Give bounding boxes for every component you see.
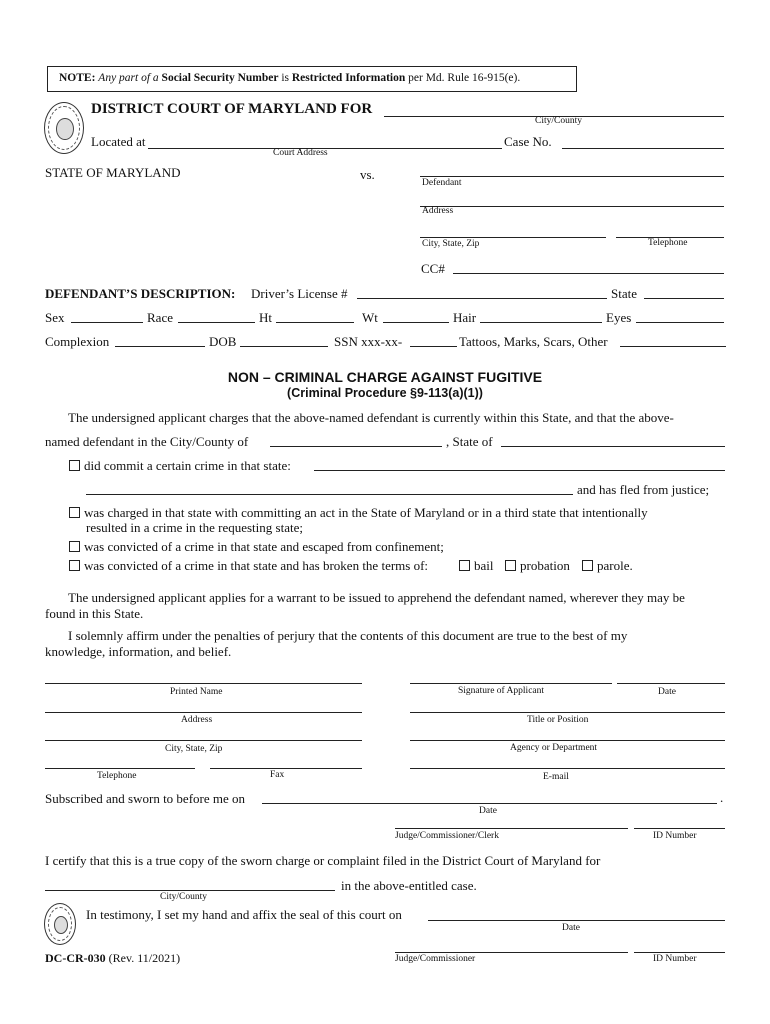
hair-field[interactable] [480,322,602,323]
applicant-city-field[interactable] [45,740,362,741]
ssn-label: SSN xxx-xx- [334,334,403,349]
sworn-judge-field[interactable] [395,828,628,829]
probation-label: probation [520,558,570,573]
height-label: Ht [259,310,272,325]
dob-label: DOB [209,334,237,349]
affirm-paragraph-2: knowledge, information, and belief. [45,644,232,659]
option-broken-terms[interactable] [69,558,428,574]
note-text-1: Any part of a [98,72,159,84]
option-committed-crime-text: did commit a certain crime in that state: [84,458,291,473]
warrant-paragraph-2: found in this State. [45,606,144,621]
defendant-address-field[interactable] [420,206,724,207]
state-of-label: , State of [446,434,493,449]
cc-field[interactable] [453,273,724,274]
dl-state-label: State [611,286,637,301]
tattoos-label: Tattoos, Marks, Scars, Other [459,334,608,349]
note-restricted: Restricted Information [291,72,406,84]
signature-caption: Signature of Applicant [458,686,545,696]
dob-field[interactable] [240,346,328,347]
form-subtitle: (Criminal Procedure §9-113(a)(1)) [287,386,483,400]
sex-label: Sex [45,310,65,325]
option-escaped[interactable] [69,539,444,555]
sworn-text: Subscribed and sworn to before me on [45,791,246,806]
defendant-city-field[interactable] [420,237,606,238]
signature-date-field[interactable] [617,683,725,684]
checkbox-bail[interactable] [459,560,470,571]
signature-field[interactable] [410,683,612,684]
option-probation[interactable] [505,558,570,574]
warrant-paragraph-1: The undersigned applicant applies for a warrant to be issued to apprehend the defendant named, wherever they may be [68,590,685,605]
certify-id-caption: ID Number [653,954,697,964]
applicant-phone-field[interactable] [45,768,195,769]
checkbox-broken-terms[interactable] [69,560,80,571]
complexion-field[interactable] [115,346,205,347]
description-label: DEFENDANT’S DESCRIPTION: [45,286,236,301]
weight-label: Wt [362,310,378,325]
option-charged-text-2: resulted in a crime in the requesting state; [86,520,303,535]
checkbox-committed-crime[interactable] [69,460,80,471]
cc-label: CC# [421,261,445,276]
bail-label: bail [474,558,494,573]
fled-justice-text: and has fled from justice; [577,482,710,497]
telephone-caption-2: Telephone [97,771,137,781]
hair-label: Hair [453,310,477,325]
sex-field[interactable] [71,322,143,323]
certify-judge-caption: Judge/Commissioner [395,954,476,964]
option-charged-text: was charged in that state with committing an act in the State of Maryland or in a third state that intentionally [84,505,648,520]
option-charged[interactable] [69,505,648,521]
parole-label: parole. [597,558,633,573]
note-ssn: Social Security Number [161,72,279,84]
title-caption: Title or Position [527,715,589,725]
option-committed-crime[interactable] [69,458,291,474]
email-caption: E-mail [543,772,569,782]
certify-text: I certify that this is a true copy of the sworn charge or complaint filed in the District Court of Maryland for [45,853,601,868]
dl-state-field[interactable] [644,298,724,299]
address-caption: Address [422,206,454,216]
sworn-date-field[interactable] [262,803,717,804]
case-no-label: Case No. [504,134,552,149]
charge-paragraph-1: The undersigned applicant charges that the above-named defendant is currently within this State, and that the above- [68,410,674,425]
form-title: NON – CRIMINAL CHARGE AGAINST FUGITIVE [227,369,543,385]
affirm-paragraph-1: I solemnly affirm under the penalties of perjury that the contents of this document are true to the best of my [68,628,628,643]
agency-caption: Agency or Department [510,743,598,753]
note-label: NOTE: [59,72,96,84]
note-text-3: per Md. Rule 16-915(e). [408,72,521,84]
applicant-city-caption: City, State, Zip [165,744,223,754]
crime-description-field[interactable] [314,470,725,471]
sworn-id-field[interactable] [634,828,725,829]
testimony-date-field[interactable] [428,920,725,921]
testimony-text: In testimony, I set my hand and affix the seal of this court on [86,907,402,922]
ssn-field[interactable] [410,346,457,347]
certify-id-field[interactable] [634,952,725,953]
checkbox-escaped[interactable] [69,541,80,552]
testimony-date-caption: Date [562,923,580,933]
sworn-period: . [720,790,724,805]
option-escaped-text: was convicted of a crime in that state and escaped from confinement; [84,539,444,554]
race-label: Race [147,310,173,325]
case-no-field[interactable] [562,148,724,149]
email-field[interactable] [410,768,725,769]
defendant-field[interactable] [420,176,724,177]
certify-judge-field[interactable] [395,952,628,953]
fax-caption: Fax [270,770,285,780]
form-id [45,951,180,966]
court-seal-icon-bottom [44,903,76,945]
state-of-maryland: STATE OF MARYLAND [45,165,181,180]
eyes-label: Eyes [606,310,632,325]
restricted-info-note [47,66,577,92]
complexion-label: Complexion [45,334,110,349]
agency-field[interactable] [410,740,725,741]
checkbox-parole[interactable] [582,560,593,571]
race-field[interactable] [178,322,255,323]
court-heading: DISTRICT COURT OF MARYLAND FOR [91,101,373,117]
defendant-city-county-field[interactable] [270,446,442,447]
sworn-judge-caption: Judge/Commissioner/Clerk [395,831,499,841]
entitled-text: in the above-entitled case. [341,878,477,893]
city-county-caption: City/County [535,116,582,126]
form-number: DC-CR-030 [45,951,106,965]
city-state-zip-caption: City, State, Zip [422,239,480,249]
option-parole[interactable] [582,558,633,574]
weight-field[interactable] [383,322,449,323]
located-at-label: Located at [91,134,146,149]
certify-city-county-field[interactable] [45,890,335,891]
tattoos-field[interactable] [620,346,726,347]
option-broken-terms-text: was convicted of a crime in that state and has broken the terms of: [84,558,429,573]
drivers-license-field[interactable] [357,298,607,299]
eyes-field[interactable] [636,322,724,323]
height-field[interactable] [276,322,354,323]
vs-label: vs. [360,167,375,182]
applicant-address-caption: Address [181,715,213,725]
applicant-fax-field[interactable] [210,768,362,769]
printed-name-field[interactable] [45,683,362,684]
sworn-date-caption: Date [479,806,497,816]
checkbox-charged[interactable] [69,507,80,518]
option-bail[interactable] [459,558,494,574]
drivers-license-label: Driver’s License # [251,286,348,301]
checkbox-probation[interactable] [505,560,516,571]
signature-date-caption: Date [658,687,676,697]
form-revision: (Rev. 11/2021) [108,951,181,965]
certify-city-county-caption: City/County [160,892,207,902]
sworn-id-caption: ID Number [653,831,697,841]
telephone-caption: Telephone [648,238,688,248]
charge-paragraph-2: named defendant in the City/County of [45,434,249,449]
requesting-state-field[interactable] [501,446,725,447]
title-field[interactable] [410,712,725,713]
applicant-address-field[interactable] [45,712,362,713]
court-seal-icon [44,102,84,154]
crime-description-field-2[interactable] [86,494,573,495]
defendant-caption: Defendant [422,178,462,188]
note-text-2: is [281,72,289,84]
court-address-caption: Court Address [273,148,328,158]
printed-name-caption: Printed Name [170,687,223,697]
